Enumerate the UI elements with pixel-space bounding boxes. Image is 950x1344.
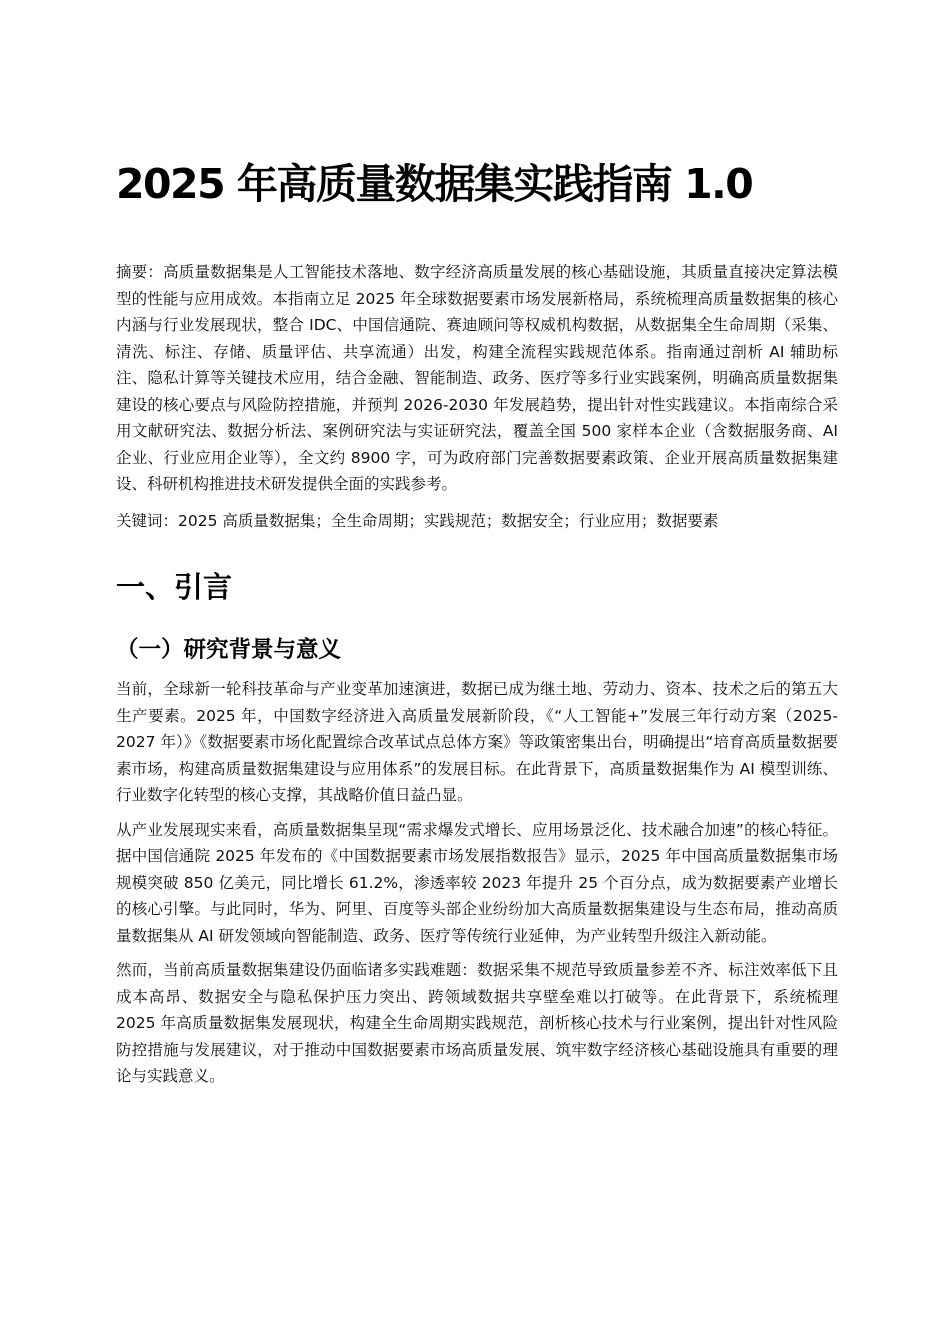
subsection-heading-background: （一）研究背景与意义 [116, 637, 342, 663]
body-paragraph: 从产业发展现实来看，高质量数据集呈现“需求爆发式增长、应用场景泛化、技术融合加速”的核心特征。据中国信通院 2025 年发布的《中国数据要素市场发展指数报告》显示，2025 年中国高质量数据集市场规模突破 850 亿美元，同比增长 61.2%，渗透率较 2023 年提升 25 个百分点，成为数据要素产业增长的核心引擎。与此同时，华为、阿里、百度等头部企业纷纷加大高质量数据集建设与生态布局，推动高质量数据集从 AI 研发领域向智能制造、政务、医疗等传统行业延伸，为产业转型升级注入新动能。 [116, 820, 838, 945]
section-heading-introduction: 一、引言 [116, 570, 233, 604]
body-paragraph: 然而，当前高质量数据集建设仍面临诸多实践难题：数据采集不规范导致质量参差不齐、标注效率低下且成本高昂、数据安全与隐私保护压力突出、跨领域数据共享壁垒难以打破等。在此背景下，系统梳理 2025 年高质量数据集发展现状，构建全生命周期实践规范，剖析核心技术与行业案例，提出针对性风险防控措施与发展建议，对于推动中国数据要素市场高质量发展、筑牢数字经济核心基础设施具有重要的理论与实践意义。 [116, 961, 838, 1085]
body-paragraph: 当前，全球新一轮科技革命与产业变革加速演进，数据已成为继土地、劳动力、资本、技术之后的第五大生产要素。2025 年，中国数字经济进入高质量发展新阶段，《“人工智能+”发展三年行动方案（2025-2027 年）》《数据要素市场化配置综合改革试点总体方案》等政策密集出台，明确提出“培育高质量数据要素市场，构建高质量数据集建设与应用体系”的发展目标。在此背景下，高质量数据集作为 AI 模型训练、行业数字化转型的核心支撑，其战略价值日益凸显。 [116, 680, 838, 804]
abstract-paragraph: 摘要：高质量数据集是人工智能技术落地、数字经济高质量发展的核心基础设施，其质量直接决定算法模型的性能与应用成效。本指南立足 2025 年全球数据要素市场发展新格局，系统梳理高质量数据集的核心内涵与行业发展现状，整合 IDC、中国信通院、赛迪顾问等权威机构数据，从数据集全生命周期（采集、清洗、标注、存储、质量评估、共享流通）出发，构建全流程实践规范体系。指南通过剖析 AI 辅助标注、隐私计算等关键技术应用，结合金融、智能制造、政务、医疗等多行业实践案例，明确高质量数据集建设的核心要点与风险防控措施，并预判 2026-2030 年发展趋势，提出针对性实践建议。本指南综合采用文献研究法、数据分析法、案例研究法与实证研究法，覆盖全国 500 家样本企业（含数据服务商、AI 企业、行业应用企业等），全文约 8900 字，可为政府部门完善数据要素政策、企业开展高质量数据集建设、科研机构推进技术研发提供全面的实践参考。 [116, 263, 838, 493]
keywords-line: 关键词：2025 高质量数据集；全生命周期；实践规范；数据安全；行业应用；数据要素 [116, 511, 719, 530]
document-title: 2025 年高质量数据集实践指南 1.0 [116, 160, 753, 208]
